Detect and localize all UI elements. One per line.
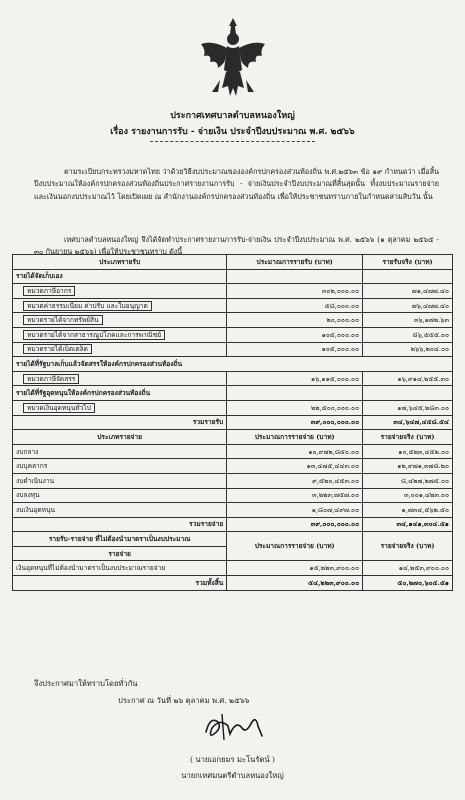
section-row	[13, 386, 453, 401]
row-estimate: ๒๒,๕๐๐,๐๐๐.๐๐	[227, 400, 363, 415]
extra-header-line-1: รายรับ-รายจ่าย ที่ไม่ต้องนำมาตราเป็นงบประมาณ	[48, 535, 191, 544]
row-actual: ๑๖,๙๑๔,๒๕๕.๓๐	[363, 371, 453, 386]
row-estimate: ๑๕,๒๒๓,๙๐๐.๐๐	[227, 561, 363, 576]
total-label: รวมทั้งสิ้น	[13, 576, 227, 591]
extra-header-row	[13, 532, 453, 547]
row-actual: ๑๒,๙๗๑,๓๗๘.๒๐	[363, 459, 453, 474]
expense-estimate-header: ประมาณการรายจ่าย (บาท)	[227, 430, 363, 445]
intro-paragraph: ตามระเบียบกระทรวงมหาดไทย ว่าด้วยวิธีงบประมาณขององค์กรปกครองส่วนท้องถิ่น พ.ศ.๒๕๖๓ ข้อ ๑๙ กำหนดว่า เมื่อสิ้นปีงบประมาณให้องค์กรปกครองส่วนท้องถิ่นประกาศรายงานการรับ - จ่ายเงินประจำปีงบประมาณที่สิ้นสุดนั้น ทั้งงบประมาณรายจ่ายและเงินนอกงบประมาณไว้ โดยเปิดเผย ณ สำนักงานองค์กรปกครองส่วนท้องถิ่น เพื่อให้ประชาชนทราบภายในกำหนดสามสิบวัน นั้น	[34, 167, 439, 201]
income-header-row	[13, 255, 453, 270]
row-actual: ๓๖,๑๗๒.๖๓	[363, 313, 453, 328]
finance-table	[12, 254, 453, 591]
signer-name: ( นายเอกยมร มะโนรัตน์ )	[190, 755, 275, 764]
row-estimate: ๙,๕๒๐,๔๕๓.๐๐	[227, 473, 363, 488]
row-label: หมวดเงินอุดหนุนทั่วไป	[23, 403, 95, 413]
row-label: งบดำเนินงาน	[13, 473, 227, 488]
expense-header-row	[13, 430, 453, 445]
expense-total-row	[13, 517, 453, 532]
table-row	[13, 488, 453, 503]
row-label: งบกลาง	[13, 444, 227, 459]
section-row	[13, 357, 453, 372]
row-label: หมวดภาษีอากร	[23, 286, 75, 296]
income-actual-header: รายรับจริง (บาท)	[363, 255, 453, 270]
row-actual: ๒๖๖,๒๐๔.๐๐	[363, 342, 453, 357]
organization-title: ประกาศเทศบาลตำบลหนองใหญ่	[170, 111, 295, 121]
total-estimate: ๕๔,๒๒๓,๙๐๐.๐๐	[227, 576, 363, 591]
row-actual: ๑,๗๓๔,๕๖๒.๕๐	[363, 503, 453, 518]
row-actual: ๑๐,๕๒๓,๔๕๒.๐๐	[363, 444, 453, 459]
row-label: งบเงินอุดหนุน	[13, 503, 227, 518]
row-actual: ๗๑,๔๗๗.๔๐	[363, 284, 453, 299]
income-estimate-header: ประมาณการรายรับ (บาท)	[227, 255, 363, 270]
row-actual: ๑๔,๒๕๓,๙๐๐.๐๐	[363, 561, 453, 576]
table-row	[13, 444, 453, 459]
row-actual: ๗๖,๔๗๗.๔๐	[363, 298, 453, 313]
extra-type-header	[13, 532, 227, 547]
row-estimate: ๓๐๒,๐๐๐.๐๐	[227, 284, 363, 299]
row-actual: ๓,๐๐๑,๔๒๓.๐๐	[363, 488, 453, 503]
row-label: หมวดรายได้เบ็ดเตล็ด	[23, 344, 92, 354]
table-row	[13, 298, 453, 313]
income-total-row	[13, 415, 453, 430]
table-row	[13, 342, 453, 357]
row-label: หมวดค่าธรรมเนียม ค่าปรับ และใบอนุญาต	[23, 301, 152, 311]
row-estimate: ๓,๒๒๓,๗๕๗.๐๐	[227, 488, 363, 503]
row-estimate: ๑๓,๔๗๕,๔๔๓.๐๐	[227, 459, 363, 474]
signature-icon	[200, 712, 270, 742]
section-title: รายได้ที่รัฐบาลเก็บแล้วจัดสรรให้องค์กรปกครองส่วนท้องถิ่น	[13, 357, 453, 372]
announcement-date: ประกาศ ณ วันที่ ๒๖ ตุลาคม พ.ศ. ๒๕๖๖	[118, 696, 250, 705]
table-row	[13, 459, 453, 474]
subject-line: เรื่อง รายงานการรับ - จ่ายเงิน ประจำปีงบประมาณ พ.ศ. ๒๕๖๖	[110, 127, 355, 137]
total-actual: ๕๐,๒๗๐,๖๐๕.๕๑	[363, 576, 453, 591]
row-actual: ๘๖,๕๕๕.๐๐	[363, 327, 453, 342]
row-label: หมวดรายได้จากทรัพย์สิน	[23, 315, 103, 325]
expense-actual-header: รายจ่ายจริง (บาท)	[363, 430, 453, 445]
closing-notice: จึงประกาศมาให้ทราบโดยทั่วกัน	[34, 679, 138, 688]
row-label: งบบุคลากร	[13, 459, 227, 474]
table-row	[13, 371, 453, 386]
extra-actual-header: รายจ่ายจริง (บาท)	[363, 532, 453, 561]
dashed-divider	[150, 141, 315, 142]
section-title: รายได้จัดเก็บเอง	[13, 269, 227, 284]
table-row	[13, 327, 453, 342]
row-actual: ๑๗,๖๔๕,๒๘๓.๐๐	[363, 400, 453, 415]
section-row	[13, 269, 453, 284]
extra-estimate-header: ประมาณการรายจ่าย (บาท)	[227, 532, 363, 561]
row-actual: ๘,๔๒๗,๒๗๕.๐๐	[363, 473, 453, 488]
total-label: รวมรายรับ	[13, 415, 227, 430]
total-label: รวมรายจ่าย	[13, 517, 227, 532]
row-estimate: ๑๐๕,๐๐๐.๐๐	[227, 342, 363, 357]
expense-type-header: ประเภทรายจ่าย	[13, 430, 227, 445]
purpose-paragraph: เทศบาลตำบลหนองใหญ่ จึงได้จัดทำประกาศรายงานการรับ-จ่ายเงิน ประจำปีงบประมาณ พ.ศ. ๒๕๖๖ (๑ ตุลาคม ๒๕๖๕ - ๓๐ กันยายน ๒๕๖๖) เพื่อให้ประชาชนทราบ ดังนี้	[34, 235, 439, 257]
table-row	[13, 284, 453, 299]
row-estimate: ๕๘,๐๐๐.๐๐	[227, 298, 363, 313]
table-row	[13, 313, 453, 328]
extra-header-line-2: รายจ่าย	[13, 546, 227, 561]
row-estimate: ๑๐,๙๗๒,๘๕๐.๐๐	[227, 444, 363, 459]
income-type-header: ประเภทรายรับ	[13, 255, 227, 270]
row-label: หมวดรายได้จากสาธารณูปโภคและการพาณิชย์	[23, 330, 165, 340]
total-actual: ๓๔,๖๔๗,๔๕๘.๕๔	[363, 415, 453, 430]
row-label: เงินอุดหนุนที่ไม่ต้องนำมาตราเป็นงบประมาณรายจ่าย	[13, 561, 227, 576]
table-row	[13, 561, 453, 576]
total-estimate: ๓๙,๐๐๐,๐๐๐.๐๐	[227, 415, 363, 430]
total-estimate: ๓๙,๐๐๐,๐๐๐.๐๐	[227, 517, 363, 532]
table-row	[13, 473, 453, 488]
grand-total-row	[13, 576, 453, 591]
section-title: รายได้ที่รัฐอุดหนุนให้องค์กรปกครองส่วนท้องถิ่น	[13, 386, 227, 401]
garuda-emblem-icon	[198, 14, 268, 104]
row-estimate: ๑๖,๑๑๕,๐๐๐.๐๐	[227, 371, 363, 386]
row-label: หมวดภาษีจัดสรร	[23, 374, 79, 384]
signer-title: นายกเทศมนตรีตำบลหนองใหญ่	[181, 771, 284, 780]
table-row	[13, 503, 453, 518]
row-estimate: ๑๐๕,๐๐๐.๐๐	[227, 327, 363, 342]
table-row	[13, 400, 453, 415]
row-estimate: ๑,๘๐๗,๔๙๗.๐๐	[227, 503, 363, 518]
total-actual: ๓๔,๑๔๑,๓๐๔.๕๑	[363, 517, 453, 532]
row-label: งบลงทุน	[13, 488, 227, 503]
row-estimate: ๒๐,๐๐๐.๐๐	[227, 313, 363, 328]
